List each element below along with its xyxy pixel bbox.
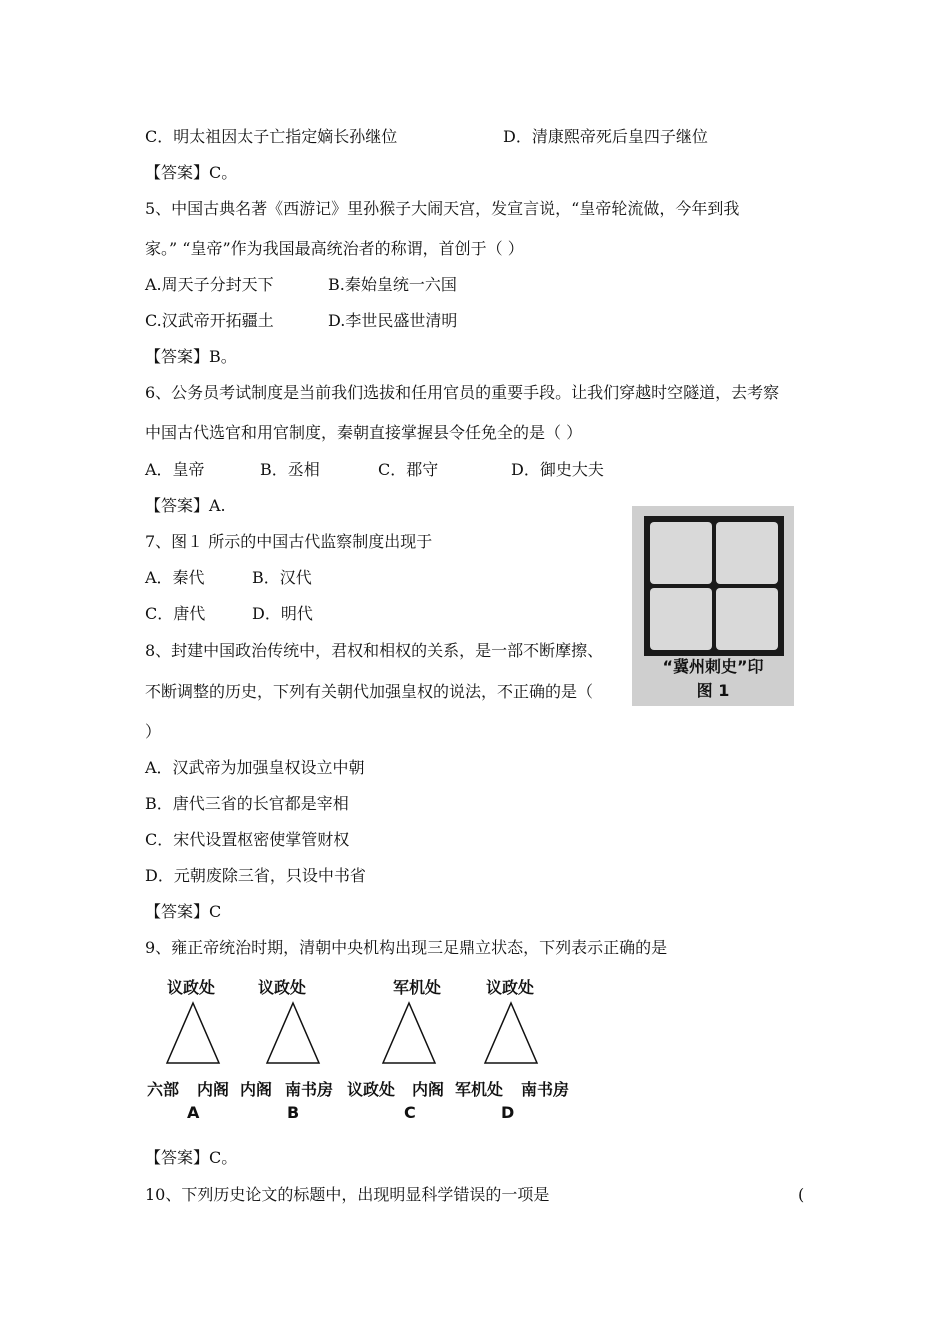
q6-option-d: D．御史大夫	[511, 460, 604, 479]
q8-option-b: B．唐代三省的长官都是宰相	[145, 794, 349, 813]
option-c-left-label: 议政处	[347, 1080, 396, 1099]
q8-option-d: D．元朝废除三省，只设中书省	[145, 866, 366, 885]
q8-option-a: A．汉武帝为加强皇权设立中朝	[145, 758, 365, 777]
option-a-letter: A	[187, 1103, 200, 1122]
q5-option-c: C.汉武帝开拓疆土	[145, 311, 274, 330]
option-c-top-label: 军机处	[393, 978, 442, 997]
option-d-letter: D	[501, 1103, 515, 1122]
option-a-top-label: 议政处	[167, 978, 216, 997]
answer-6: 【答案】A.	[145, 496, 226, 515]
answer-4: 【答案】C。	[145, 163, 238, 182]
q7-stem: 7、图１ 所示的中国古代监察制度出现于	[145, 532, 433, 551]
q5-stem-line1: 5、中国古典名著《西游记》里孙猴子大闹天宫，发宣言说，“皇帝轮流做，今年到我	[145, 199, 740, 218]
q7-option-a: A．秦代	[145, 568, 205, 587]
figure-1-seal-image	[632, 506, 794, 706]
option-c-triangle	[381, 1001, 437, 1065]
option-a-left-label: 六部	[147, 1080, 180, 1099]
option-c-letter: C	[404, 1103, 416, 1122]
q6-stem-line2: 中国古代选官和用官制度，秦朝直接掌握县令任免全的是（ ）	[145, 423, 583, 442]
q4-option-c: C．明太祖因太子亡指定嫡长孙继位	[145, 127, 398, 146]
option-b-letter: B	[287, 1103, 300, 1122]
option-d-triangle	[483, 1001, 539, 1065]
q8-stem-line1: 8、封建中国政治传统中，君权和相权的关系，是一部不断摩擦、	[145, 641, 604, 660]
option-d-top-label: 议政处	[486, 978, 535, 997]
q7-option-c: C．唐代	[145, 604, 206, 623]
answer-8: 【答案】C	[145, 902, 222, 921]
q6-stem-line1: 6、公务员考试制度是当前我们选拔和任用官员的重要手段。让我们穿越时空隧道，去考察	[145, 383, 780, 402]
option-c-right-label: 内阁	[412, 1080, 445, 1099]
option-d-right-label: 南书房	[521, 1080, 570, 1099]
option-b-triangle	[265, 1001, 321, 1065]
answer-5: 【答案】B。	[145, 347, 237, 366]
option-a-triangle	[165, 1001, 221, 1065]
q6-option-c: C．郡守	[378, 460, 439, 479]
seal-caption: “冀州刺史”印	[662, 657, 764, 676]
q9-stem: 9、雍正帝统治时期，清朝中央机构出现三足鼎立状态，下列表示正确的是	[145, 938, 668, 957]
option-d-left-label: 军机处	[455, 1080, 504, 1099]
seal-stamp	[644, 516, 784, 656]
q6-option-a: A．皇帝	[145, 460, 205, 479]
answer-9: 【答案】C。	[145, 1148, 238, 1167]
q5-stem-line2: 家。” “皇帝”作为我国最高统治者的称谓，首创于（ ）	[145, 239, 524, 258]
q4-option-d: D．清康熙帝死后皇四子继位	[503, 127, 708, 146]
q9-triangle-diagram	[145, 965, 575, 1125]
option-a-right-label: 内阁	[197, 1080, 230, 1099]
q8-stem-line2: 不断调整的历史，下列有关朝代加强皇权的说法，不正确的是（	[145, 682, 594, 701]
q7-option-d: D．明代	[252, 604, 313, 623]
q7-option-b: B．汉代	[252, 568, 312, 587]
figure-1-label: 图 1	[696, 681, 730, 700]
q8-option-c: C．宋代设置枢密使掌管财权	[145, 830, 350, 849]
option-b-top-label: 议政处	[258, 978, 307, 997]
q10-stem: 10、下列历史论文的标题中，出现明显科学错误的一项是	[145, 1185, 550, 1204]
q5-option-d: D.李世民盛世清明	[328, 311, 458, 330]
q5-option-a: A.周天子分封天下	[145, 275, 274, 294]
q10-paren: (	[798, 1185, 805, 1204]
q8-stem-line3: ）	[145, 722, 162, 741]
q5-option-b: B.秦始皇统一六国	[328, 275, 457, 294]
option-b-left-label: 内阁	[240, 1080, 273, 1099]
option-b-right-label: 南书房	[285, 1080, 334, 1099]
q6-option-b: B．丞相	[260, 460, 320, 479]
